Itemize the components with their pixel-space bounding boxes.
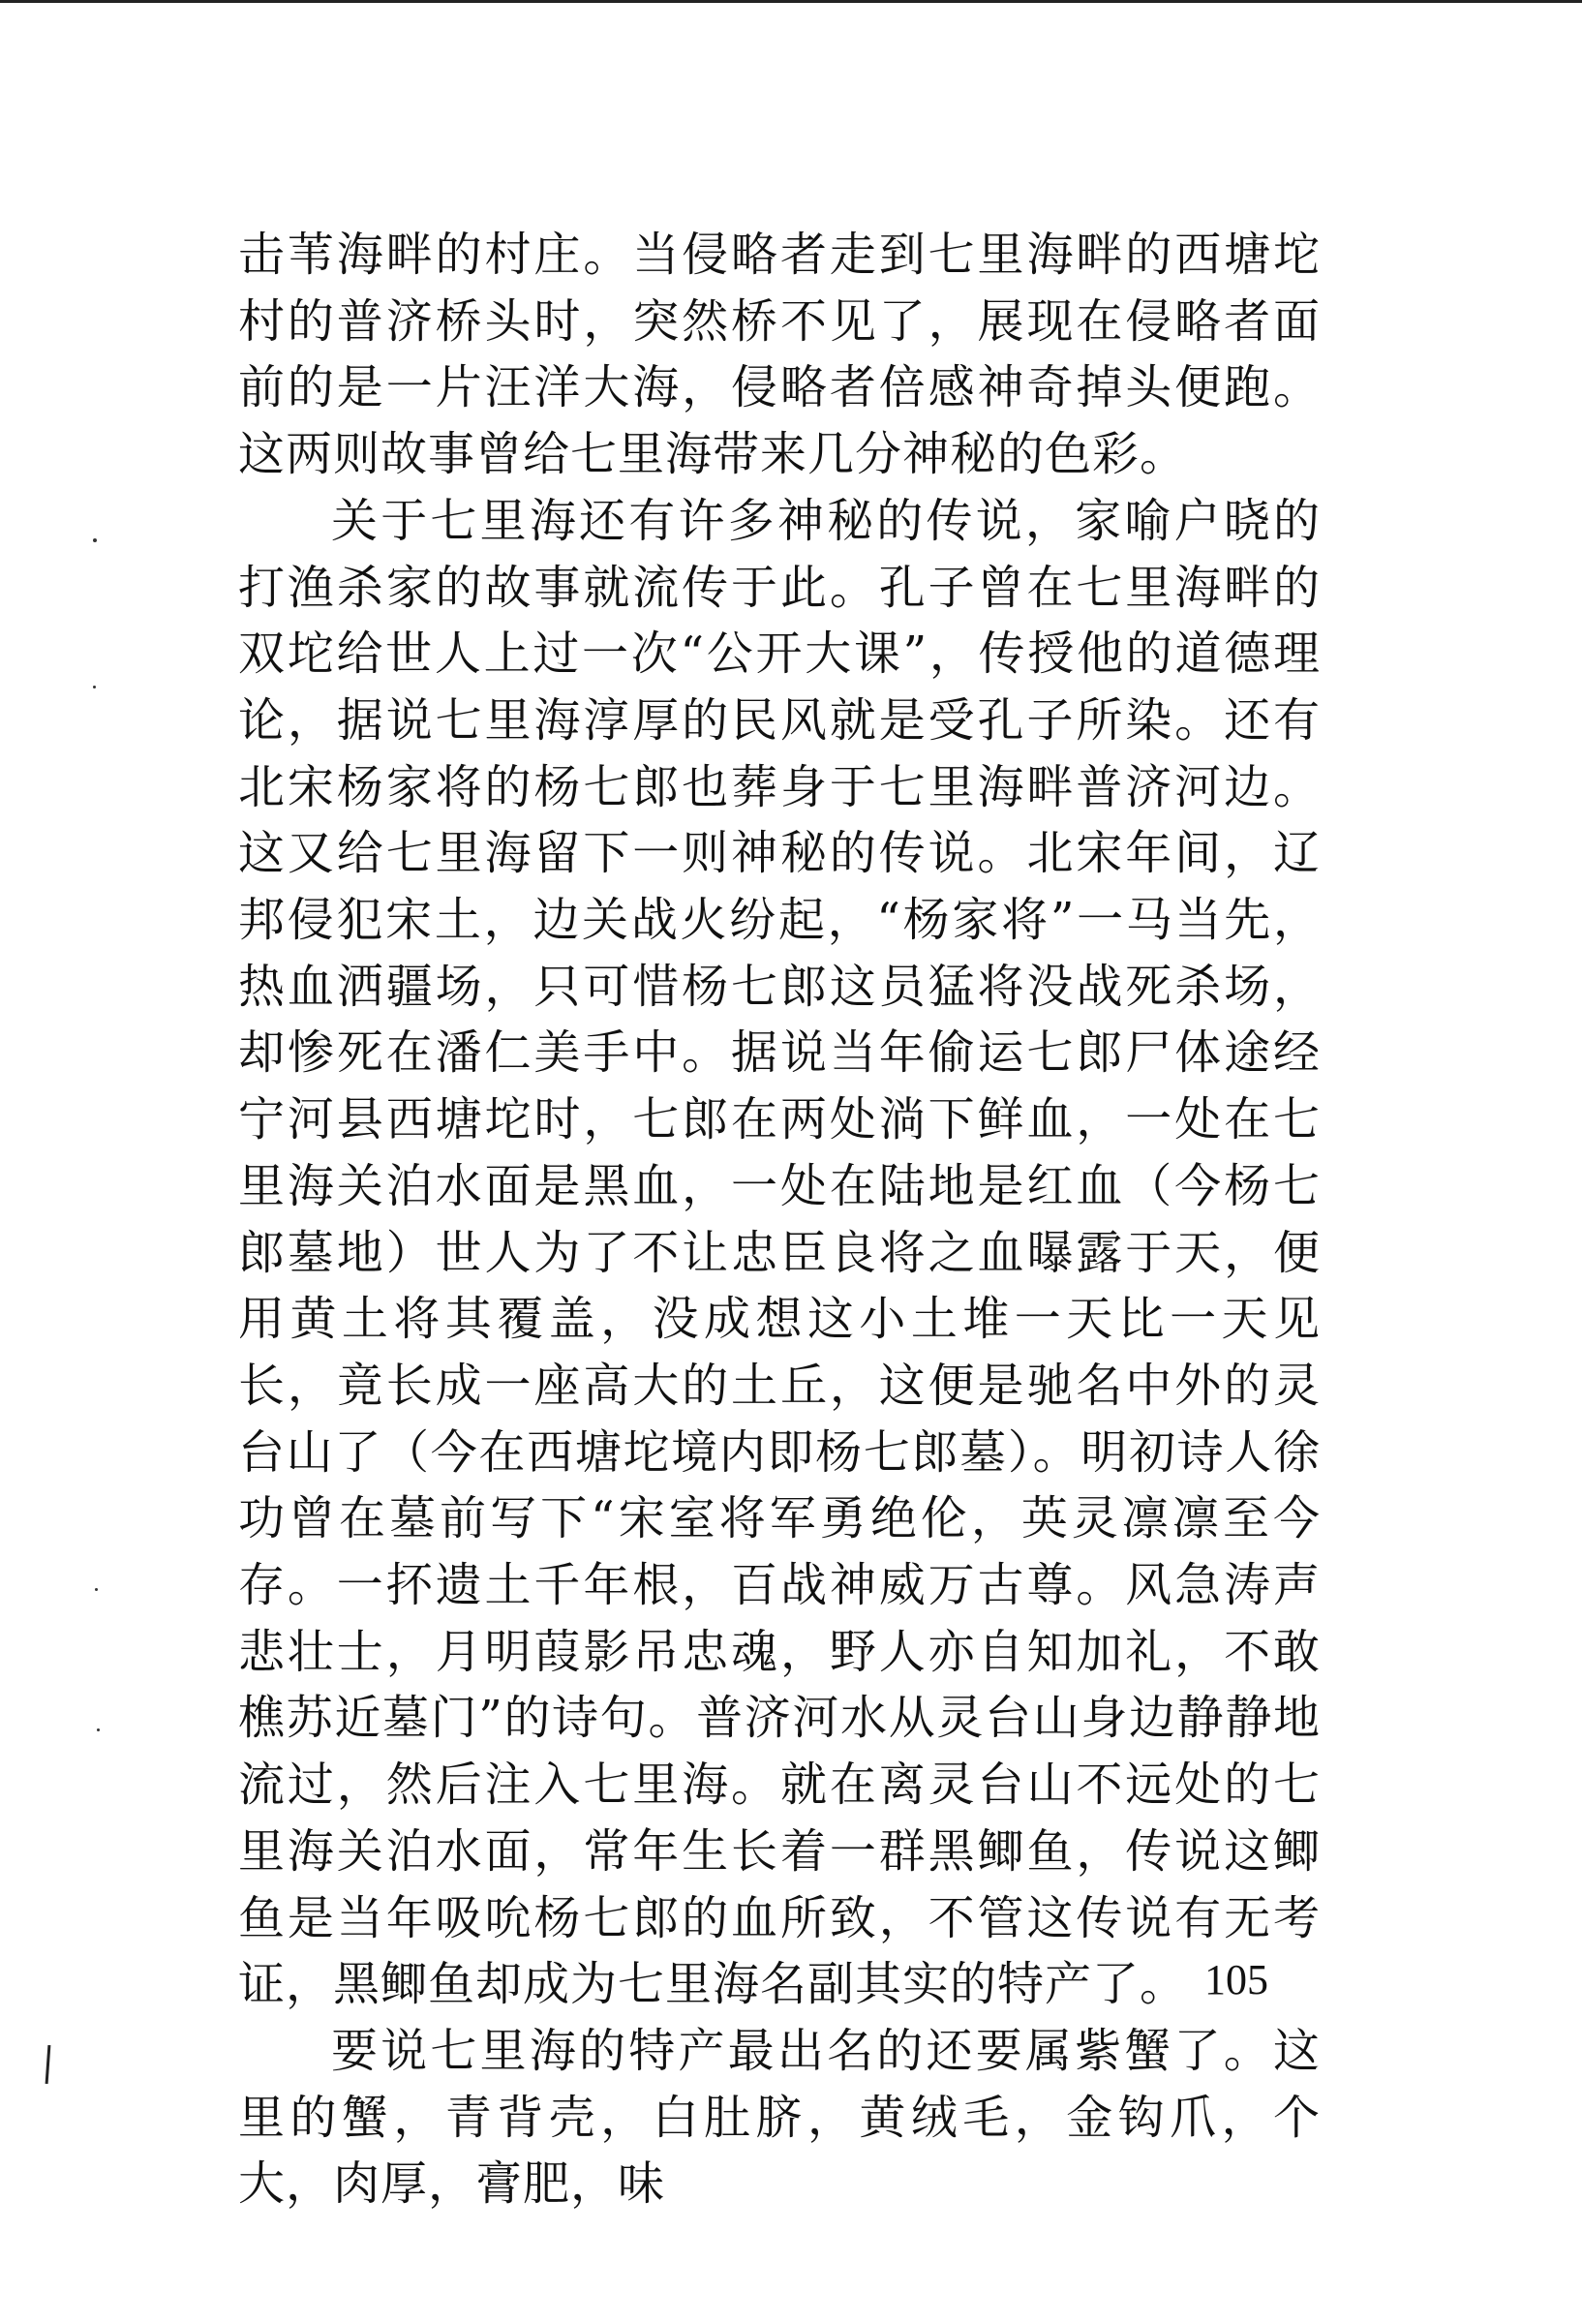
scan-speck [97,1728,100,1731]
scan-speck [93,538,97,542]
body-text [238,222,1321,2217]
top-border-line [0,0,1582,3]
margin-mark [46,2045,51,2084]
scan-speck [93,686,96,688]
paragraph-3: 要说七里海的特产最出名的还要属紫蟹了。这里的蟹，青背壳，白肚脐，黄绒毛，金钩爪，个大，肉厚，膏肥，味 [238,2023,1321,2212]
paragraph-2: 关于七里海还有许多神秘的传说，家喻户晓的打渔杀家的故事就流传于此。孔子曾在七里海畔的双坨给世人上过一次“公开大课”，传授他的道德理论，据说七里海淳厚的民风就是受孔子所染。还有北宋杨家将的杨七郎也葬身于七里海畔普济河边。这又给七里海留下一则神秘的传说。北宋年间，辽邦侵犯宋土，边关战火纷起，“杨家将”一马当先，热血洒疆场，只可惜杨七郎这员猛将没战死杀场，却惨死在潘仁美手中。据说当年偷运七郎尸体途经宁河县西塘坨时，七郎在两处淌下鲜血，一处在七里海关泊水面是黑血，一处在陆地是红血（今杨七郎墓地）世人为了不让忠臣良将之血曝露于天，便用黄土将其覆盖，没成想这小土堆一天比一天见长，竟长成一座高大的土丘，这便是驰名中外的灵台山了（今在西塘坨境内即杨七郎墓）。明初诗人徐功曾在墓前写下“宋室将军勇绝伦，英灵凛凛至今存。一抔遗土千年根，百战神威万古尊。风急涛声悲壮士，月明葭影吊忠魂，野人亦自知加礼，不敢樵苏近墓门”的诗句。普济河水从灵台山身边静静地流过，然后注入七里海。就在离灵台山不远处的七里海关泊水面，常年生长着一群黑鲫鱼，传说这鲫鱼是当年吸吮杨七郎的血所致，不管这传说有无考证，黑鲫鱼却成为七里海名副其实的特产了。 [238,493,1321,2012]
scan-speck [95,1588,98,1591]
page-number: 105 [1204,1956,1268,2003]
paragraph-1: 击苇海畔的村庄。当侵略者走到七里海畔的西塘坨村的普济桥头时，突然桥不见了，展现在侵略者面前的是一片汪洋大海，侵略者倍感神奇掉头便跑。这两则故事曾给七里海带来几分神秘的色彩。 [238,228,1321,482]
